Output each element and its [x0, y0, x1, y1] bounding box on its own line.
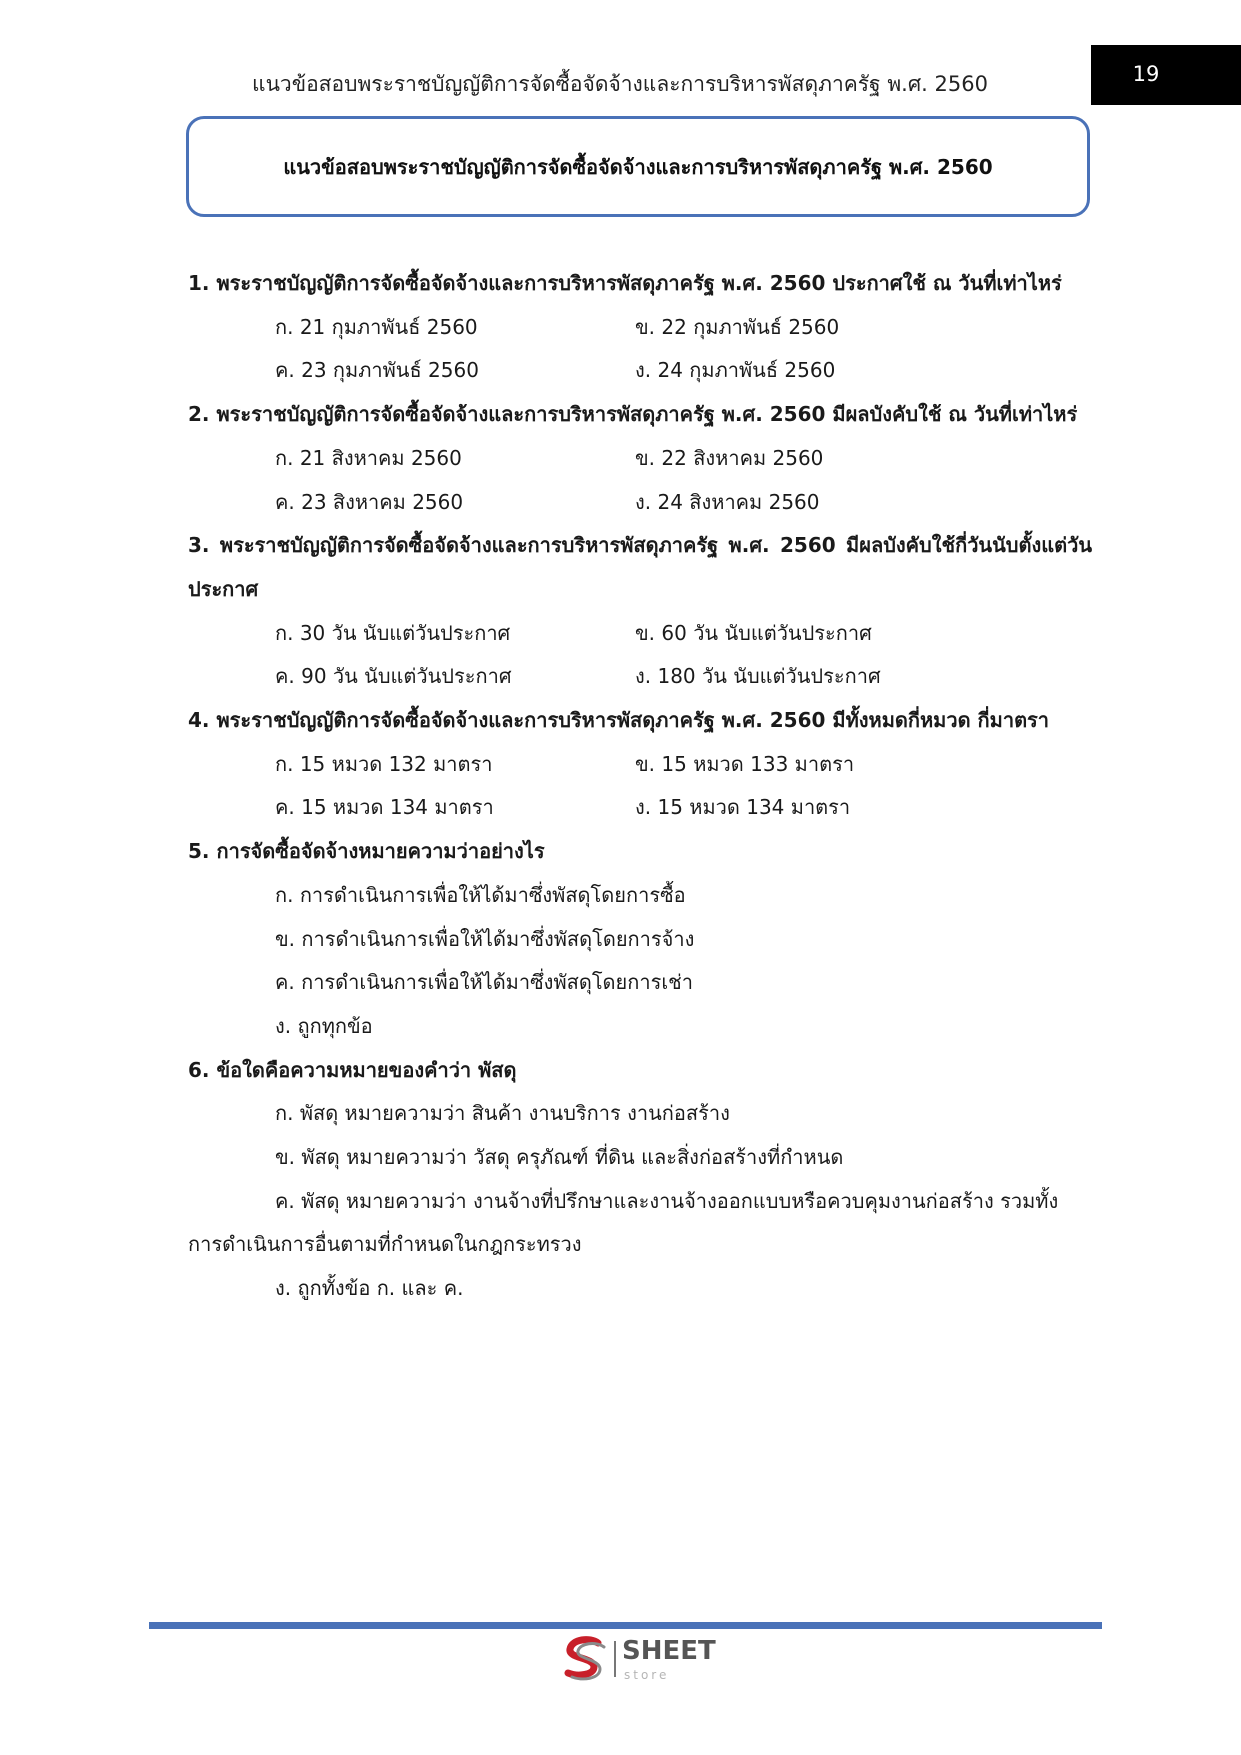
options-2 — [188, 437, 1092, 524]
option: ก. การดำเนินการเพื่อให้ได้มาซึ่งพัสดุโดยการซื้อ — [275, 882, 686, 907]
option: ข. 15 หมวด 133 มาตรา — [635, 751, 855, 776]
option: ง. 24 กุมภาพันธ์ 2560 — [635, 358, 836, 383]
page-number: 19 — [1132, 62, 1160, 86]
title-box-text: แนวข้อสอบพระราชบัญญัติการจัดซื้อจัดจ้างและการบริหารพัสดุภาครัฐ พ.ศ. 2560 — [283, 154, 993, 179]
question-4: 4. พระราชบัญญัติการจัดซื้อจัดจ้างและการบริหารพัสดุภาครัฐ พ.ศ. 2560 มีทั้งหมดกี่หมวด กี่มาตรา — [188, 708, 1050, 733]
sheet-store-logo — [560, 1631, 720, 1687]
option: ข. 60 วัน นับแต่วันประกาศ — [635, 620, 872, 645]
option: ค. 23 สิงหาคม 2560 — [275, 489, 464, 514]
option: ก. 15 หมวด 132 มาตรา — [275, 751, 493, 776]
logo-word: SHEET — [622, 1636, 716, 1666]
option: ง. ถูกทุกข้อ — [275, 1013, 373, 1038]
options-3 — [188, 612, 1092, 699]
question-5: 5. การจัดซื้อจัดจ้างหมายความว่าอย่างไร — [188, 839, 545, 864]
page-number-box — [1091, 45, 1241, 105]
option: ก. 21 สิงหาคม 2560 — [275, 445, 462, 470]
option: ข. 22 สิงหาคม 2560 — [635, 445, 824, 470]
question-6: 6. ข้อใดคือความหมายของคำว่า พัสดุ — [188, 1057, 517, 1082]
option: ค. 23 กุมภาพันธ์ 2560 — [275, 358, 479, 383]
option: ง. 24 สิงหาคม 2560 — [635, 489, 820, 514]
question-3: 3. พระราชบัญญัติการจัดซื้อจัดจ้างและการบริหารพัสดุภาครัฐ พ.ศ. 2560 มีผลบังคับใช้กี่วันนับตั้งแต่วันประกาศ — [188, 533, 1092, 601]
options-4 — [188, 743, 1092, 830]
option: ค. พัสดุ หมายความว่า งานจ้างที่ปรึกษาและงานจ้างออกแบบหรือควบคุมงานก่อสร้าง รวมทั้งการดำเนินการอื่นตามที่กำหนดในกฎกระทรวง — [188, 1188, 1059, 1257]
option: ง. 15 หมวด 134 มาตรา — [635, 795, 851, 820]
option: ก. 21 กุมภาพันธ์ 2560 — [275, 314, 478, 339]
option: ข. พัสดุ หมายความว่า วัสดุ ครุภัณฑ์ ที่ดิน และสิ่งก่อสร้างที่กำหนด — [275, 1145, 844, 1170]
question-2: 2. พระราชบัญญัติการจัดซื้อจัดจ้างและการบริหารพัสดุภาครัฐ พ.ศ. 2560 มีผลบังคับใช้ ณ วันที่เท่าไหร่ — [188, 402, 1078, 427]
options-1 — [188, 306, 1092, 393]
option: ง. 180 วัน นับแต่วันประกาศ — [635, 664, 881, 689]
title-box — [186, 116, 1090, 217]
option: ค. การดำเนินการเพื่อให้ได้มาซึ่งพัสดุโดยการเช่า — [275, 970, 693, 995]
footer-rule — [149, 1622, 1102, 1629]
option: ข. การดำเนินการเพื่อให้ได้มาซึ่งพัสดุโดยการจ้าง — [275, 926, 695, 951]
logo-subword: store — [624, 1668, 670, 1682]
header-title: แนวข้อสอบพระราชบัญญัติการจัดซื้อจัดจ้างและการบริหารพัสดุภาครัฐ พ.ศ. 2560 — [252, 72, 988, 96]
question-1: 1. พระราชบัญญัติการจัดซื้อจัดจ้างและการบริหารพัสดุภาครัฐ พ.ศ. 2560 ประกาศใช้ ณ วันที่เท่าไหร่ — [188, 271, 1062, 295]
option: ค. 90 วัน นับแต่วันประกาศ — [275, 664, 512, 689]
question-list — [188, 262, 1092, 1311]
option: ข. 22 กุมภาพันธ์ 2560 — [635, 314, 840, 339]
logo-separator — [614, 1641, 616, 1677]
option: ง. ถูกทั้งข้อ ก. และ ค. — [275, 1276, 464, 1301]
option: ก. พัสดุ หมายความว่า สินค้า งานบริการ งานก่อสร้าง — [275, 1101, 730, 1126]
option: ก. 30 วัน นับแต่วันประกาศ — [275, 620, 511, 645]
logo-s-icon — [560, 1635, 608, 1683]
option: ค. 15 หมวด 134 มาตรา — [275, 795, 494, 820]
